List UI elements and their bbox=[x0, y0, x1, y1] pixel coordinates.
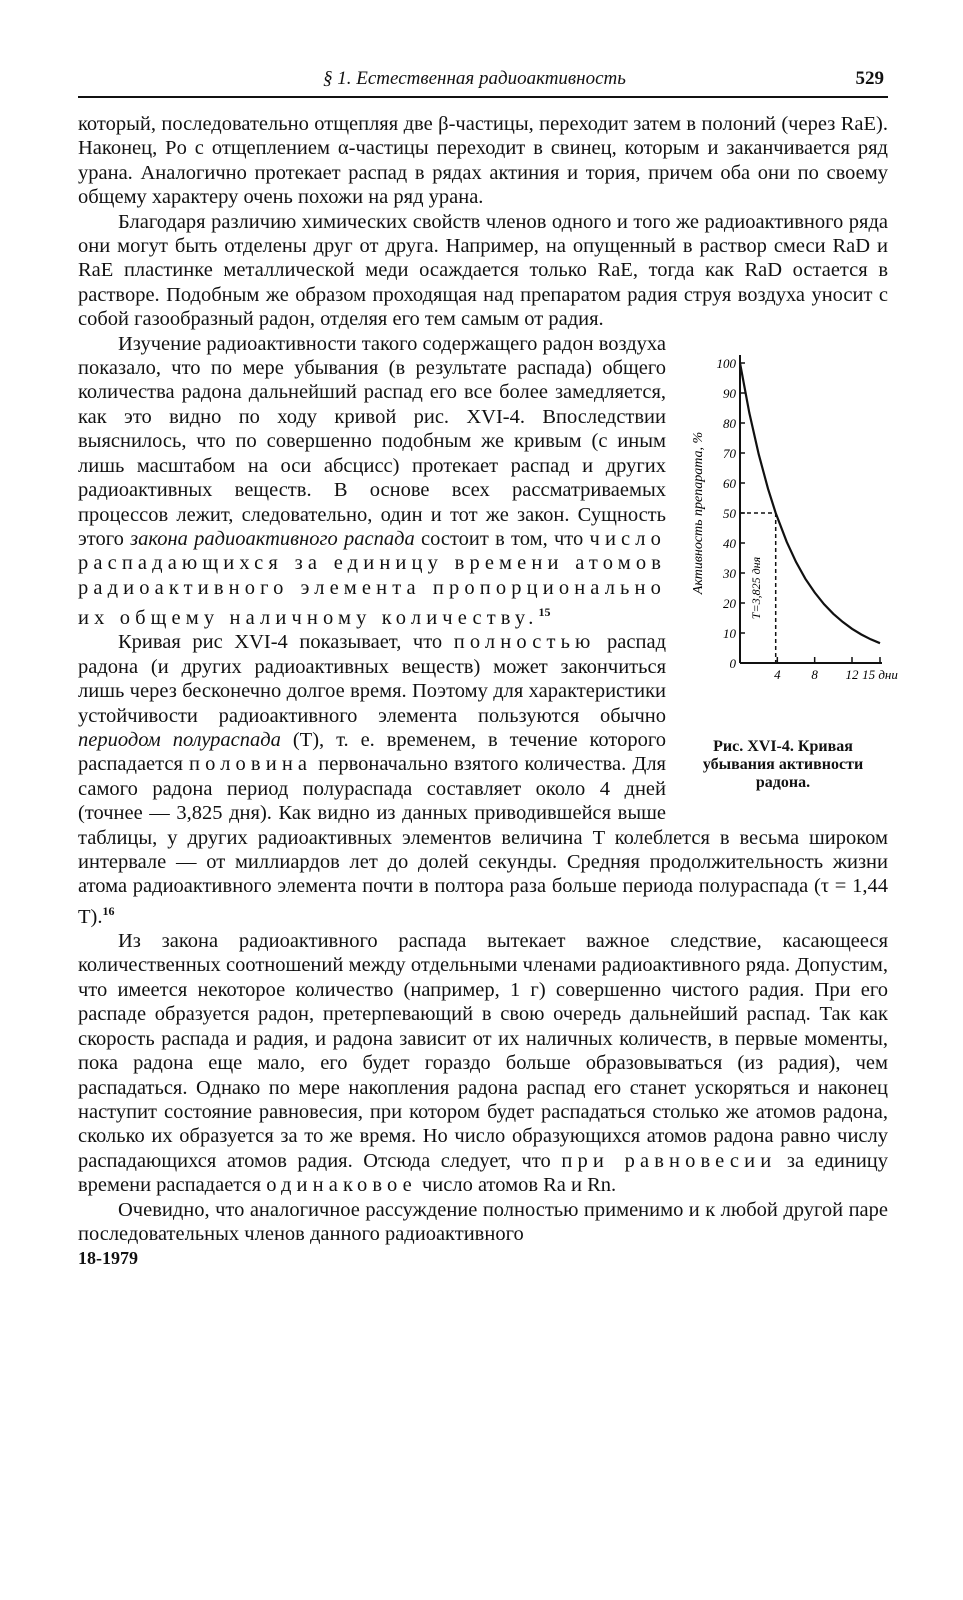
paragraph-3: Изучение радиоактивности такого содержащего радон воздуха показало, что по мере убывания (в результате распада) общего количества радона дальнейший распад его все более замедляется, как это видно по ходу кривой рис. XVI-4. Впоследствии выяснилось, что по совершенно подобным же кривым (с иным лишь масштабом на оси абсцисс) протекает распад и других радиоактивных веществ. В основе всех рассматриваемых процессов лежит, следовательно, один и тот же закон. Сущность этого закона радиоактивного распада состоит в том, что число распадающихся за единицу времени атомов радиоактивного элемента пропорционально их общему наличному количеству.$^{15}$ bbox=[78, 332, 667, 629]
y-tick-label: 30 bbox=[723, 565, 736, 581]
law-statement: число распадающихся за единицу времени атомов радиоактивного элемента пропорционально их общему наличному количеству. bbox=[78, 527, 667, 629]
paragraph-4: Кривая рис XVI-4 показывает, что полностью распад радона (и других радиоактивных веществ) может закончиться лишь через бесконечно долгое время. Поэтому для характеристики устойчивости радиоактивного элемента пользуются обычно периодом полураспада (T), т. е. временем, в течение которого распадается половина первоначально взятого количества. Для самого радона период полураспада составляет около 4 дней (точнее — 3,825 дня). Как видно из данных приводившейся выше таблицы, у других радиоактивных элементов величина T колеблется в весьма широком интервале — от миллиардов лет до долей секунды. Средняя продолжительность жизни атома радиоактивного элемента почти в полтора раза больше периода полураспада (τ = 1,44 T).$^{16}$ bbox=[78, 631, 888, 928]
y-axis-label: Активность препарата, % bbox=[691, 431, 706, 594]
x-tick-label: 15 дни bbox=[862, 666, 898, 682]
footnote-ref-15: 15 bbox=[538, 605, 551, 620]
y-tick-label: 80 bbox=[723, 415, 736, 431]
y-tick-label: 90 bbox=[723, 385, 736, 401]
paragraph-2: Благодаря различию химических свойств членов одного и того же радиоактивного ряда они могут быть отделены друг от друга. Например, на опущенный в раствор смеси RaD и RaE пластинке металлической меди осаждается только RaE, тогда как RaD остается в растворе. Подобным же образом проходящая над препаратом радия струя воздуха уносит с собой газообразный радон, отделяя его тем самым от радия. bbox=[78, 210, 888, 331]
y-tick-label: 70 bbox=[723, 445, 736, 461]
y-tick-label: 100 bbox=[716, 355, 736, 371]
body-text bbox=[78, 112, 898, 1246]
running-header bbox=[78, 64, 888, 98]
y-tick-label: 50 bbox=[723, 505, 736, 521]
y-tick-label: 40 bbox=[723, 535, 736, 551]
paragraph-6: Очевидно, что аналогичное рассуждение полностью применимо и к любой другой паре последовательных членов данного радиоактивного bbox=[78, 1198, 888, 1245]
half-life-annotation: T=3,825 дня bbox=[748, 556, 763, 619]
y-tick-label: 20 bbox=[723, 595, 736, 611]
decay-chart bbox=[678, 338, 898, 728]
paragraph-5: Из закона радиоактивного распада вытекает важное следствие, касающееся количественных соотношений между отдельными членами радиоактивного ряда. Допустим, что имеется некоторое количество (например, 1 г) совершенно чистого радия. При его распаде образуется радон, претерпевающий в свою очередь дальнейший распад. Так как скорость распада и радия, и радона зависит от их наличных количеств, в первые моменты, пока радона еще мало, его будет гораздо больше образовываться (из радия), чем распадаться. Однако по мере накопления радона распад его станет ускоряться и наконец наступит состояние равновесия, при котором будет распадаться столько же атомов радона, сколько их образуется за то же время. Но число образующихся атомов радона равно числу распадающихся атомов радия. Отсюда следует, что при равновесии за единицу времени распадается одинаковое число атомов Ra и Rn. bbox=[78, 930, 889, 1197]
x-tick-label: 4 bbox=[774, 666, 781, 682]
x-tick-label: 8 bbox=[811, 666, 818, 682]
page-number: 529 bbox=[855, 68, 884, 89]
figure-radon-decay bbox=[678, 338, 898, 798]
figure-caption: Рис. XVI-4. Кривая убывания активности радона. bbox=[702, 737, 864, 791]
signature-mark: 18-1979 bbox=[78, 1248, 138, 1269]
book-page bbox=[78, 64, 898, 1269]
x-tick-label: 12 bbox=[845, 666, 859, 682]
y-tick-label: 10 bbox=[723, 625, 736, 641]
y-tick-label: 60 bbox=[723, 475, 736, 491]
y-tick-label: 0 bbox=[729, 655, 736, 671]
law-term: закона радиоактивного распада bbox=[130, 527, 415, 550]
paragraph-1: который, последовательно отщепляя две β-частицы, переходит затем в полоний (через RaE). Наконец, Po с отщеплением α-частицы переходит в свинец, которым и заканчивается ряд урана. Аналогично протекает распад в рядах актиния и тория, причем оба они по своему общему характеру очень похожи на ряд урана. bbox=[78, 113, 888, 209]
footnote-ref-16: 16 bbox=[102, 903, 115, 918]
section-title: § 1. Естественная радиоактивность bbox=[323, 68, 626, 89]
half-life-term: периодом полураспада bbox=[78, 728, 281, 751]
